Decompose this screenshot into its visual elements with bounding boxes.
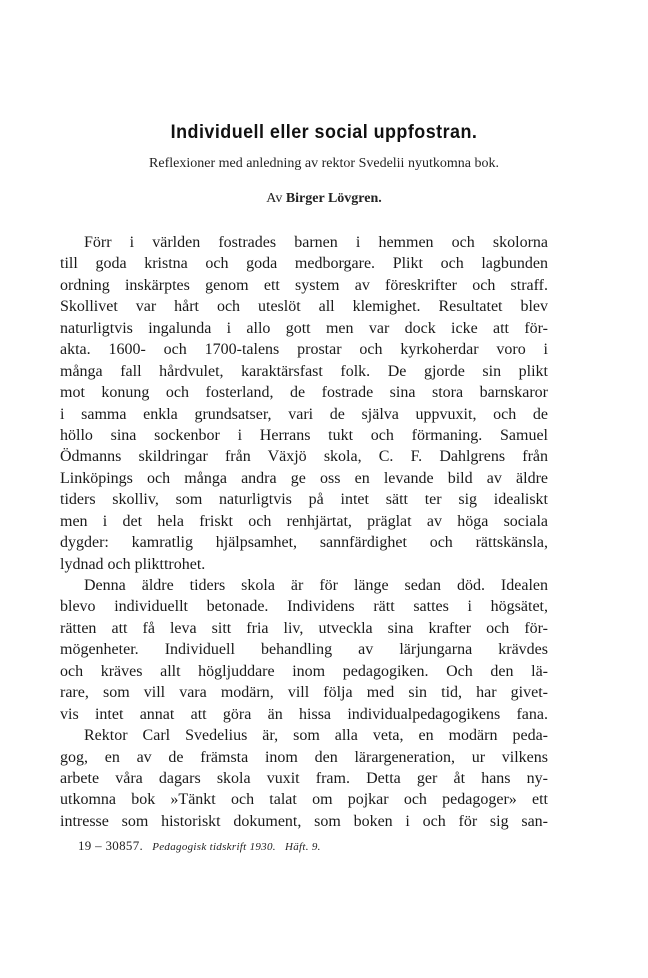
footer-signature: 19 – 30857. <box>78 838 144 853</box>
author-name: Birger Lövgren. <box>285 191 382 206</box>
body-line: Linköpings och många andra ge oss en levande bild av äldre <box>60 469 548 487</box>
body-line: mögenheter. Individuell behandling av lärjungarna krävdes <box>60 641 548 659</box>
body-line: Denna äldre tiders skola är för länge sedan död. Idealen <box>84 577 548 594</box>
body-line: men i det hela friskt och renhjärtat, präglat av höga sociala <box>60 512 548 530</box>
body-line: vis intet annat att göra än hissa individualpedagogikens fana. <box>60 705 548 723</box>
body-line: och kräves allt högljuddare inom pedagogiken. Och den lä- <box>60 662 548 680</box>
body-line: Skollivet var hårt och uteslöt all klemighet. Resultatet blev <box>60 298 548 316</box>
body-line: ordning inskärptes genom ett system av föreskrifter och straff. <box>60 276 548 294</box>
body-line: dygder: kamratlig hjälpsamhet, sannfärdighet och rättskänsla, <box>60 534 548 552</box>
body-line: blevo individuellt betonade. Individens rätt sattes i högsätet, <box>60 598 548 616</box>
article-body <box>60 232 548 832</box>
page-footer <box>78 838 321 854</box>
body-line: mot konung och fosterland, de fostrade sina stora barnskaror <box>60 384 548 402</box>
body-line: rare, som vill vara modärn, vill följa med sin tid, har givet- <box>60 684 548 702</box>
body-line: Ödmanns skildringar från Växjö skola, C. F. Dahlgrens från <box>60 448 548 466</box>
body-line: höllo sina sockenbor i Herrans tukt och förmaning. Samuel <box>60 426 548 444</box>
body-line: många fall hårdvulet, karaktärsfast folk. De gjorde sin plikt <box>60 362 548 380</box>
body-line: till goda kristna och goda medborgare. Plikt och lagbunden <box>60 255 548 273</box>
article-subtitle: Reflexioner med anledning av rektor Svedelii nyutkomna bok. <box>149 156 499 171</box>
footer-issue: Häft. 9. <box>284 841 321 853</box>
body-line: utkomna bok »Tänkt och talat om pojkar och pedagoger» ett <box>60 791 548 809</box>
body-line: i samma enkla grundsatser, vari de själva uppvuxit, och de <box>60 405 548 423</box>
body-line: rätten att få leva sitt fria liv, utveckla sina krafter och för- <box>60 619 548 637</box>
body-line: Förr i världen fostrades barnen i hemmen och skolorna <box>84 234 548 251</box>
body-line: arbete våra dagars skola vuxit fram. Detta ger åt hans ny- <box>60 769 548 787</box>
body-line: gog, en av de främsta inom den lärargeneration, ur vilkens <box>60 748 548 766</box>
article-byline <box>0 191 648 207</box>
body-line: naturligtvis ingalunda i allo gott men var dock icke att för- <box>60 319 548 337</box>
footer-journal: Pedagogisk tidskrift 1930. <box>152 841 276 853</box>
body-line: Rektor Carl Svedelius är, som alla veta, en modärn peda- <box>84 727 548 745</box>
byline-prefix: Av <box>266 191 283 206</box>
body-line: lydnad och plikttrohet. <box>60 555 206 573</box>
body-line: tiders skolliv, som naturligtvis på intet sätt ter sig idealiskt <box>60 491 548 509</box>
body-line: intresse som historiskt dokument, som boken i och för sig san- <box>60 812 548 830</box>
body-line: akta. 1600- och 1700-talens prostar och kyrkoherdar voro i <box>60 341 548 359</box>
article-title: Individuell eller social uppfostran. <box>170 121 478 143</box>
